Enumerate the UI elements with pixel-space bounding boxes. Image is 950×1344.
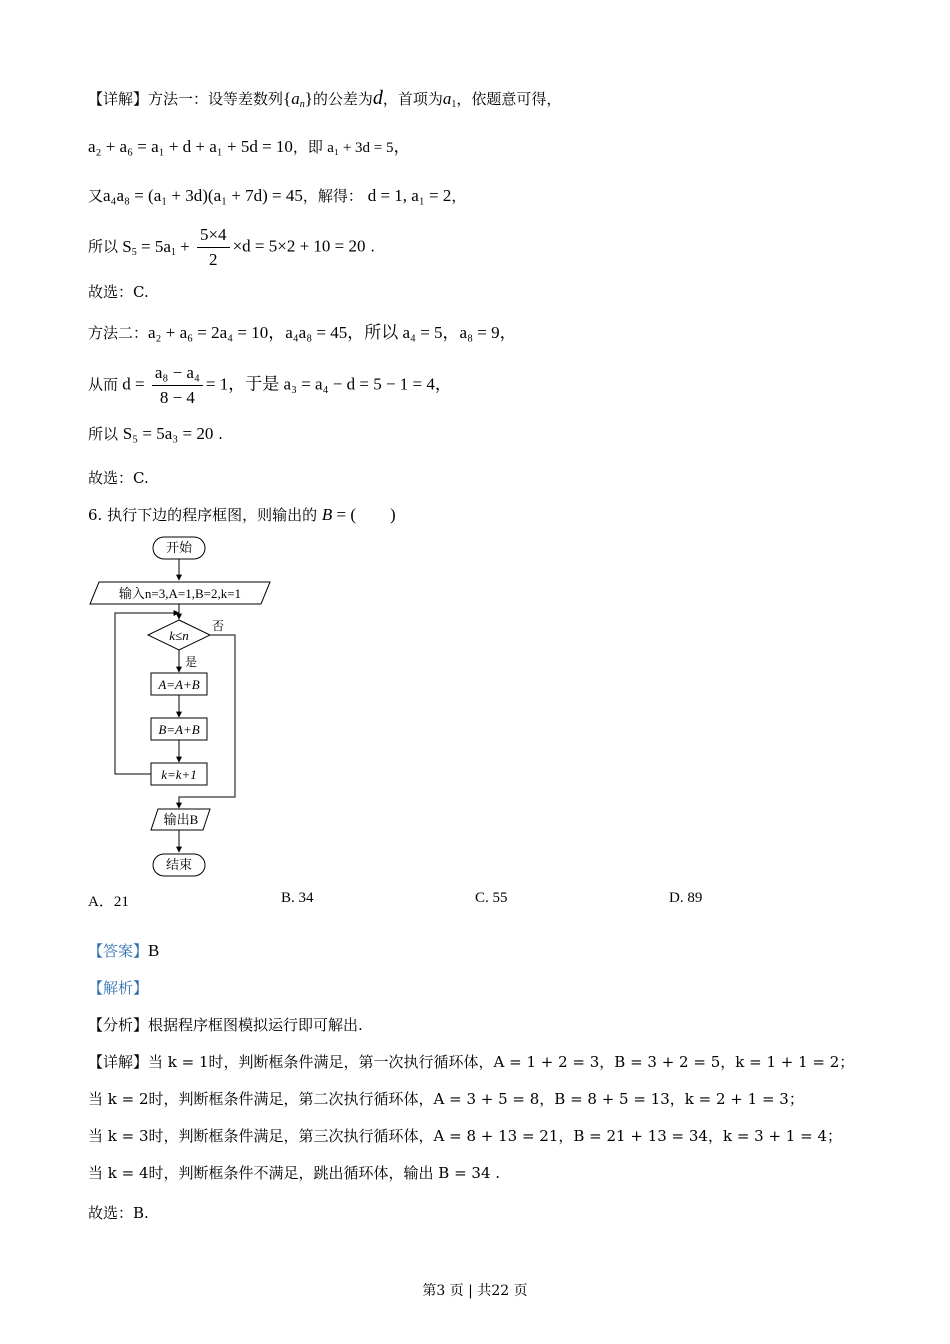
method1-eq2: 又a₄a₈ = (a₁ + 3d)(a₁ + 7d) = 45，解得： d = 1, a₁ = 2， xyxy=(88,186,467,205)
flow-end-label: 结束 xyxy=(165,857,193,872)
analysis-tag: 【解析】 xyxy=(88,979,149,997)
answer-line: 【答案】B xyxy=(88,941,160,960)
answer-tag: 【答案】 xyxy=(88,942,149,960)
method2-answer: 故选：C. xyxy=(88,469,149,487)
flow-output-label: 输出B xyxy=(163,812,199,827)
flow-step1-label: A=A+B xyxy=(158,677,200,692)
flowchart xyxy=(85,532,285,882)
flow-input-label: 输入n=3,A=1,B=2,k=1 xyxy=(118,586,242,601)
flow-no-label: 否 xyxy=(211,619,225,633)
method2-line2: 从而 d = $\frac{\text{a₈ − a₄}}{8 - 4}$ = 1，于是 a₃ = a₄ − d = 5 − 1 = 4， xyxy=(88,363,452,407)
flow-step2-label: B=A+B xyxy=(158,722,200,737)
method1-eq1: a₂ + a₆ = a₁ + d + a₁ + 5d = 10，即 a₁ + 3d = 5， xyxy=(88,137,411,156)
choice-a: A．21 xyxy=(88,894,129,910)
method1-intro: 【详解】方法一：设等差数列$\{a_n\}$的公差为d，首项为$a_1$，依题意可得， xyxy=(88,87,562,110)
detail-step4: 当 k = 4时，判断框条件不满足，跳出循环体，输出 B = 34 . xyxy=(88,1164,501,1182)
flow-start-label: 开始 xyxy=(165,540,193,555)
method1-eq3: 所以 $S_5 = 5a_1$ + $\frac{5\times 4}{2}$ ×d = 5×2 + 10 = 20 . xyxy=(88,225,376,269)
flow-step3-label: k=k+1 xyxy=(161,767,197,782)
flow-yes-label: 是 xyxy=(184,655,198,669)
analysis-fenxi: 【分析】根据程序框图模拟运行即可解出. xyxy=(88,1016,363,1034)
choice-b: B. 34 xyxy=(281,890,314,906)
choice-d: D. 89 xyxy=(669,890,703,906)
method2-line1: 方法二：a₂ + a₆ = 2a₄ = 10，a₄a₈ = 45，所以 a₄ = 5，a₈ = 9， xyxy=(88,323,517,342)
final-answer: 故选：B. xyxy=(88,1204,149,1222)
detail-step2: 当 k = 2时，判断框条件满足，第二次执行循环体，A = 3 + 5 = 8，B = 8 + 5 = 13，k = 2 + 1 = 3； xyxy=(88,1090,804,1108)
detail-step1: 【详解】当 k = 1时，判断框条件满足，第一次执行循环体，A = 1 + 2 = 3，B = 3 + 2 = 5，k = 1 + 1 = 2； xyxy=(88,1053,855,1071)
flow-condition-label: k≤n xyxy=(169,628,189,643)
choice-c: C. 55 xyxy=(475,890,508,906)
method2-line3: 所以 S₅ = 5a₃ = 20 . xyxy=(88,424,223,443)
page-footer: 第3 页 | 共22 页 xyxy=(422,1283,528,1299)
detail-step3: 当 k = 3时，判断框条件满足，第三次执行循环体，A = 8 + 13 = 21，B = 21 + 13 = 34，k = 3 + 1 = 4； xyxy=(88,1127,843,1145)
question-6: 6. 执行下边的程序框图，则输出的 B = ( ) xyxy=(88,505,396,524)
method1-answer: 故选：C. xyxy=(88,283,149,301)
